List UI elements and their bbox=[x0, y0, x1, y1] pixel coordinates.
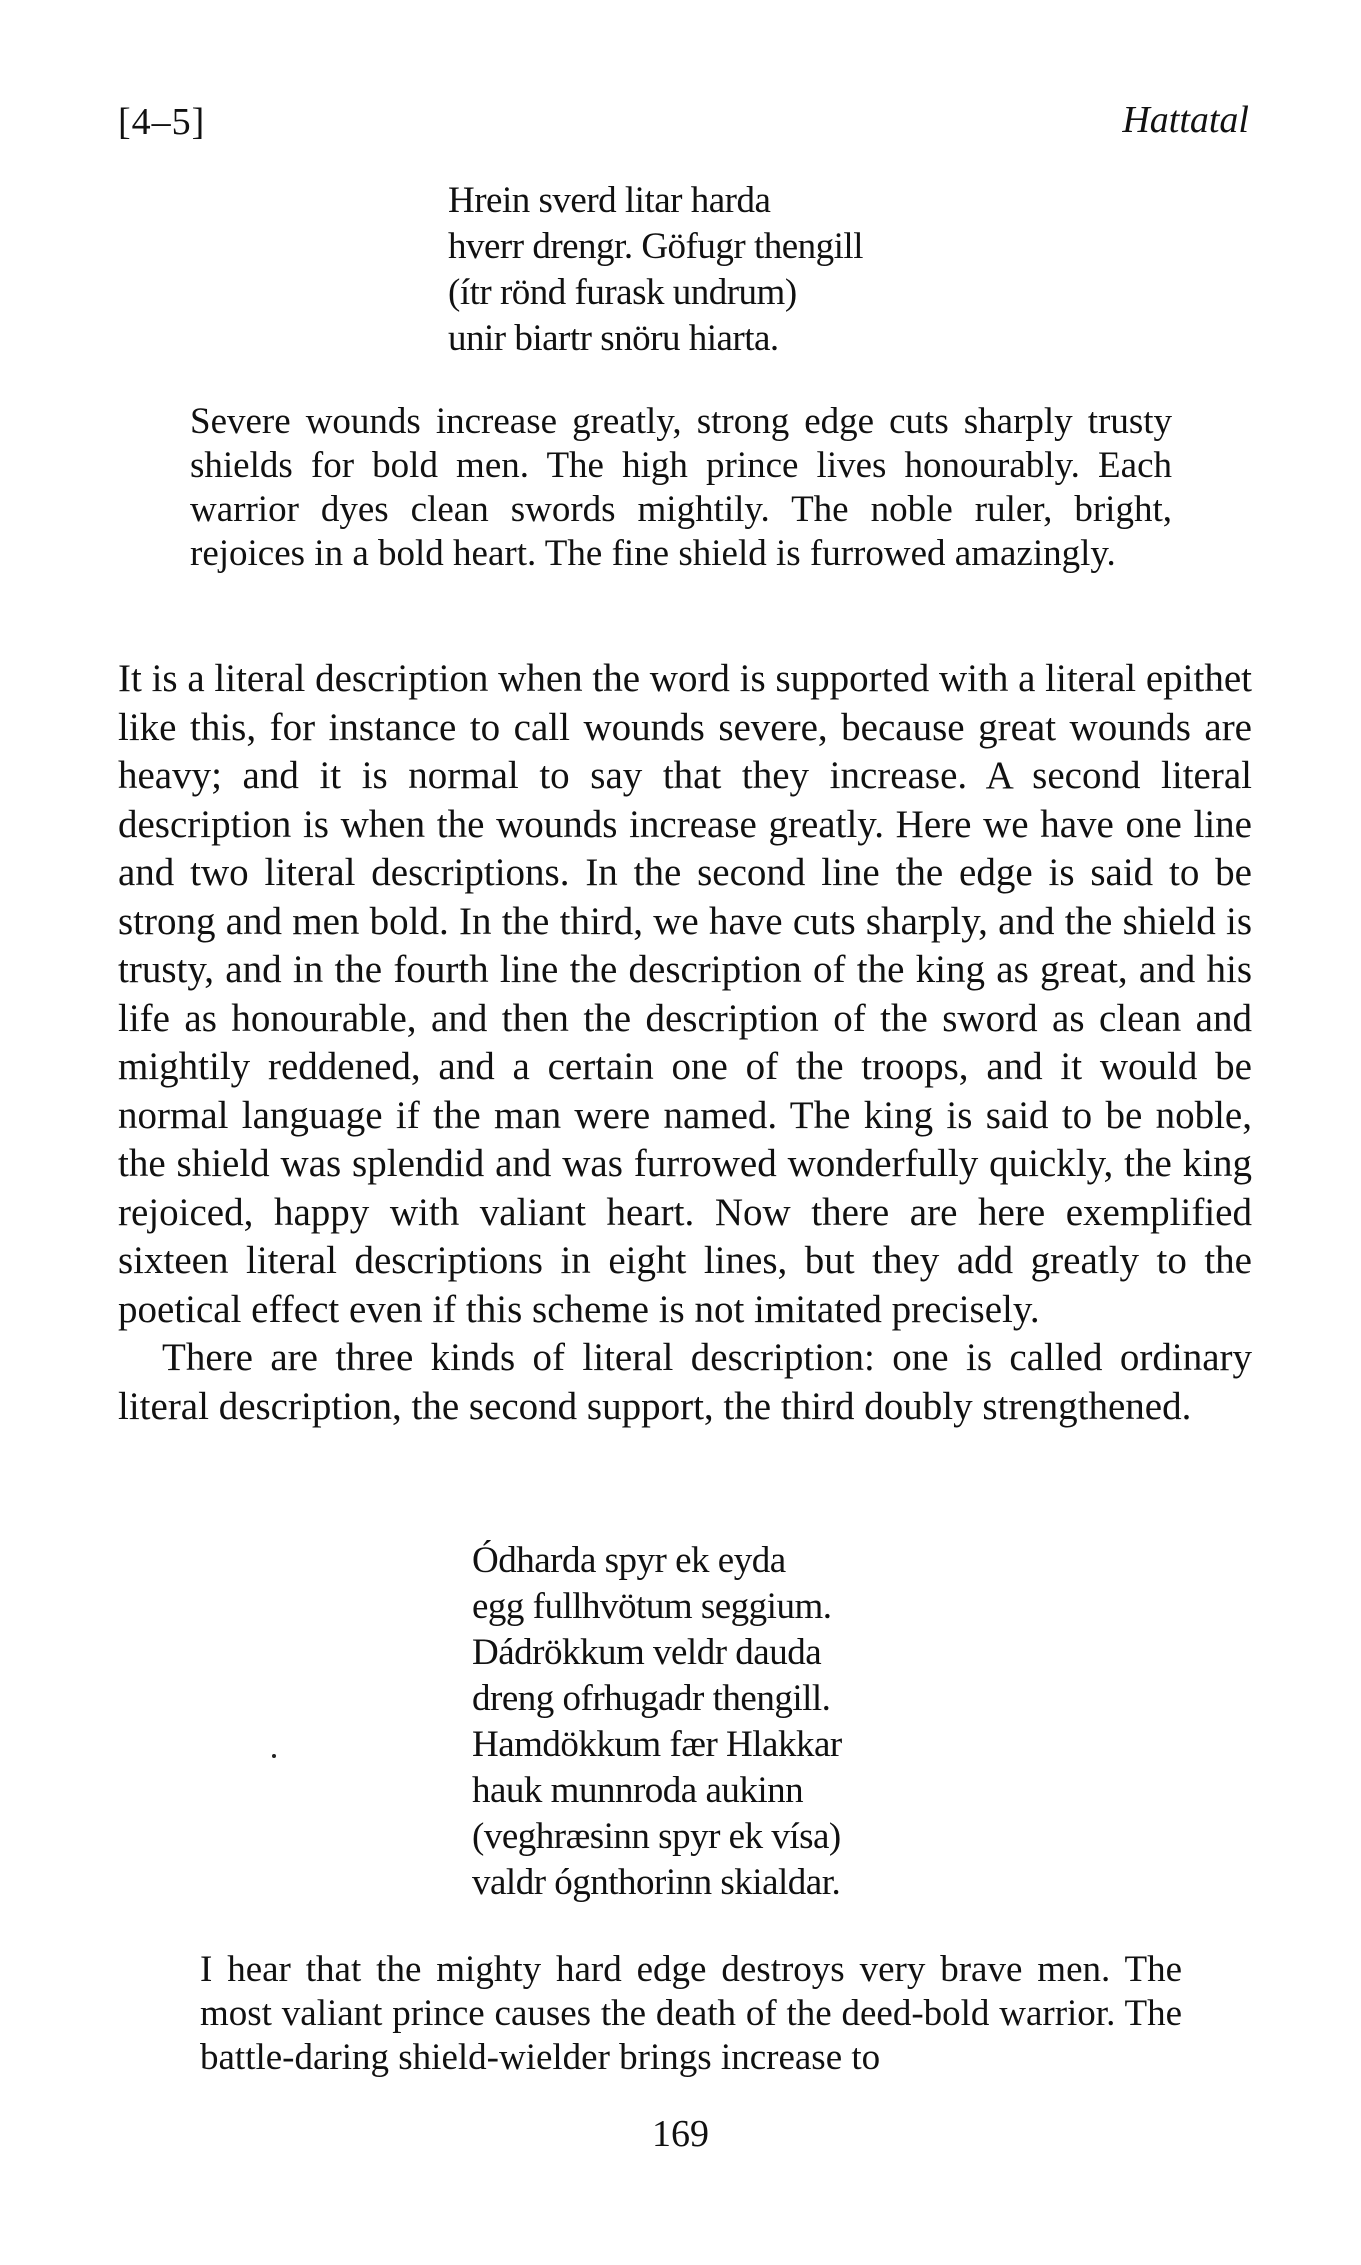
verse-line: Ódharda spyr ek eyda bbox=[472, 1540, 786, 1581]
verse-line: dreng ofrhugadr thengill. bbox=[472, 1678, 831, 1719]
commentary-paragraph-1: It is a literal description when the word is supported with a literal epithet like this, for instance to call wounds severe, because great wounds are heavy; and it is normal to say that they increase. A second literal description is when the wounds increase greatly. Here we have one line and two literal descriptions. In the second line the edge is said to be strong and men bold. In the third, we have cuts sharply, and the shield is trusty, and in the fourth line the description of the king as great, and his life as honourable, and then the description of the sword as clean and mightily reddened, and a certain one of the troops, and it would be normal language if the man were named. The king is said to be noble, the shield was splendid and was furrowed wonderfully quickly, the king rejoiced, happy with valiant heart. Now there are here exemplified sixteen literal descriptions in eight lines, but they add greatly to the poetical effect even if this scheme is not imitated precisely. bbox=[118, 657, 1252, 1331]
verse-line: (veghræsinn spyr ek vísa) bbox=[472, 1816, 841, 1857]
verse-line: valdr ógnthorinn skialdar. bbox=[472, 1862, 841, 1903]
verse-line: Hrein sverd litar harda bbox=[448, 180, 771, 221]
verse-line: Dádrökkum veldr dauda bbox=[472, 1632, 822, 1673]
verse-line: Hamdökkum fær Hlakkar bbox=[472, 1724, 842, 1765]
commentary bbox=[118, 655, 1252, 1431]
verse-line: hverr drengr. Göfugr thengill bbox=[448, 226, 863, 267]
stray-dot-mark bbox=[272, 1754, 276, 1758]
verse-line: (ítr rönd furask undrum) bbox=[448, 272, 797, 313]
verse-line: egg fullhvötum seggium. bbox=[472, 1586, 832, 1627]
verse-stanza-1 bbox=[448, 178, 863, 362]
commentary-paragraph-2: There are three kinds of literal description: one is called ordinary literal description, the second support, the third doubly strengthened. bbox=[118, 1336, 1252, 1428]
section-number: [4–5] bbox=[118, 101, 206, 143]
running-title: Hattatal bbox=[1122, 99, 1249, 141]
verse-stanza-2 bbox=[472, 1538, 842, 1906]
translation-1: Severe wounds increase greatly, strong edge cuts sharply trusty shields for bold men. The high prince lives honourably. Each warrior dyes clean swords mightily. The noble ruler, bright, rejoices in a bold heart. The fine shield is furrowed amazingly. bbox=[190, 401, 1172, 574]
translation-2: I hear that the mighty hard edge destroys very brave men. The most valiant prince causes the death of the deed-bold warrior. The battle-daring shield-wielder brings increase to bbox=[200, 1949, 1182, 2078]
verse-line: unir biartr snöru hiarta. bbox=[448, 318, 779, 359]
page-number: 169 bbox=[652, 2113, 709, 2155]
verse-line: hauk munnroda aukinn bbox=[472, 1770, 804, 1811]
